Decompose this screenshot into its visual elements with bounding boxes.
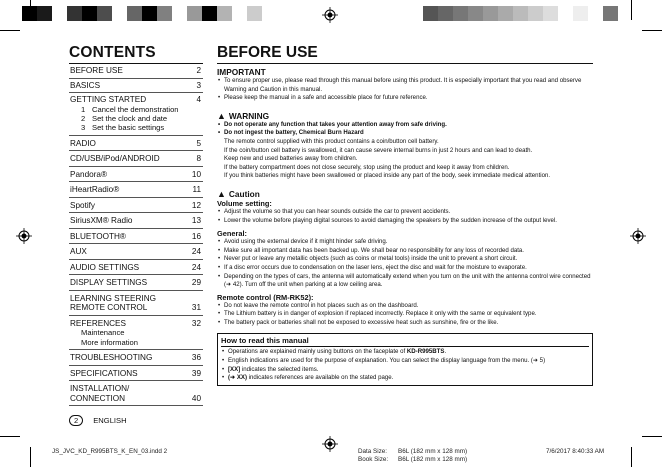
registration-mark-icon [322, 7, 338, 23]
toc-label: TROUBLESHOOTING [70, 353, 153, 363]
remote-control-title: Remote control (RM-RK52): [217, 292, 314, 302]
toc-item-references[interactable] [69, 316, 203, 350]
toc-subitem[interactable] [70, 123, 202, 132]
color-bar-left [22, 6, 262, 21]
toc-label: INSTALLATION/ CONNECTION [70, 384, 130, 403]
file-name: JS_JVC_KD_R995BTS_K_EN_03.indd 2 [52, 448, 168, 455]
bullet: • Do not leave the remote control in hot places such as on the dashboard. [218, 301, 419, 309]
toc-sub-label: Set the basic settings [92, 123, 165, 133]
registration-mark-icon [630, 228, 646, 244]
trim-mark [0, 436, 20, 437]
bullet: • Avoid using the external device if it might hinder safe driving. [218, 238, 388, 246]
before-use-column [217, 44, 593, 386]
toc-label: Pandora® [70, 169, 107, 179]
toc-page: 29 [191, 278, 201, 288]
trim-mark [642, 30, 662, 31]
toc-page: 5 [196, 138, 201, 148]
toc-page: 39 [191, 368, 201, 378]
toc-label: BASICS [70, 80, 101, 90]
toc-sub-label: Set the clock and date [92, 113, 168, 123]
warning-text: If the battery compartment does not close securely, stop using the product and keep it away from children. [224, 163, 510, 171]
registration-mark-icon [16, 228, 32, 244]
toc-subitem[interactable] [70, 105, 202, 114]
toc-item-display-settings[interactable] [69, 275, 203, 291]
toc-sub-number: 1 [81, 104, 86, 114]
toc-page: 8 [196, 154, 201, 164]
volume-setting-title: Volume setting: [217, 198, 272, 208]
toc-page: 16 [191, 231, 201, 241]
toc-item-aux[interactable] [69, 244, 203, 260]
toc-item-spotify[interactable] [69, 198, 203, 214]
toc-subitem[interactable] [70, 114, 202, 123]
toc-label: REFERENCES [70, 318, 126, 328]
before-use-title: BEFORE USE [217, 44, 318, 61]
toc-label: DISPLAY SETTINGS [70, 278, 148, 288]
bullet: • Never put or leave any metallic objects (such as coins or metal tools) inside the unit to prevent a short circuit. [218, 255, 518, 263]
bullet: • Depending on the types of cars, the antenna will automatically extend when you turn on the unit with the antenna control wire connected (➜ 42). Turn off the unit when parking at a low ceiling area. [218, 272, 591, 289]
toc-label: RADIO [70, 138, 96, 148]
toc-label: SPECIFICATIONS [70, 368, 138, 378]
bullet: • (➜ XX) indicates references are available on the stated page. [222, 374, 394, 382]
page-footer [69, 415, 127, 426]
toc-sub-label: More information [81, 337, 138, 347]
date-time: 7/6/2017 8:40:33 AM [546, 448, 605, 455]
warning-text: If you think batteries might have been swallowed or placed inside any part of the body, seek immediate medical attention. [224, 172, 551, 180]
bullet: • Do not ingest the battery, Chemical Burn Hazard [218, 129, 364, 137]
page-number: 2 [69, 415, 83, 426]
data-size-value: B6L (182 mm x 128 mm) [398, 448, 468, 455]
warning-text: Keep new and used batteries away from children. [224, 155, 358, 163]
warning-text: The remote control supplied with this product contains a coin/button cell battery. [224, 137, 439, 145]
trim-mark [0, 30, 20, 31]
toc-sub-number: 3 [81, 123, 86, 133]
bullet: • Do not operate any function that takes your attention away from safe driving. [218, 120, 447, 128]
toc-page: 10 [191, 169, 201, 179]
toc-label: BLUETOOTH® [70, 231, 126, 241]
toc-item-installation[interactable] [69, 381, 203, 406]
toc-item-specifications[interactable] [69, 366, 203, 382]
toc-item-radio[interactable] [69, 136, 203, 152]
toc-label: AUDIO SETTINGS [70, 262, 140, 272]
toc-page: 3 [196, 80, 201, 90]
important-heading: IMPORTANT [217, 67, 266, 77]
toc-item-troubleshooting[interactable] [69, 350, 203, 366]
toc-page: 40 [191, 393, 201, 403]
toc-page: 12 [191, 200, 201, 210]
caution-heading: ▲ Caution [217, 188, 260, 199]
toc-sub-number: 2 [81, 113, 86, 123]
toc-label: AUX [70, 247, 87, 257]
trim-mark [30, 447, 31, 467]
toc-item-iheartradio[interactable] [69, 182, 203, 198]
toc-page: 24 [191, 262, 201, 272]
warning-triangle-icon: ▲ [217, 110, 226, 121]
how-to-read-box [217, 333, 593, 385]
toc-item-audio-settings[interactable] [69, 260, 203, 276]
bullet: • English indications are used for the purpose of explanation. You can select the display language from the menu. (➜ 5) [222, 357, 546, 365]
toc-page: 36 [191, 353, 201, 363]
bullet: • Operations are explained mainly using buttons on the faceplate of KD-R995BTS. [222, 348, 447, 356]
trim-mark [642, 436, 662, 437]
toc-page: 11 [192, 185, 201, 195]
color-bar-right [423, 6, 618, 21]
toc-page: 31 [191, 303, 201, 313]
general-title: General: [217, 229, 247, 239]
toc-page: 32 [191, 318, 201, 328]
book-size-value: B6L (182 mm x 128 mm) [398, 456, 468, 463]
toc-label: GETTING STARTED [70, 95, 147, 104]
trim-mark [631, 0, 632, 20]
toc-page: 2 [196, 66, 201, 75]
toc-sub-label: Maintenance [81, 328, 125, 338]
toc-label: iHeartRadio® [70, 185, 120, 195]
bullet: • To ensure proper use, please read through this manual before using this product. It is especially important that you read and observe Warning and Caution in this manual. [218, 77, 582, 93]
toc-item-learning-steering[interactable] [69, 291, 203, 316]
bullet: • If a disc error occurs due to condensation on the laser lens, eject the disc and wait for the moisture to evaporate. [218, 263, 527, 271]
toc-item-bluetooth[interactable] [69, 229, 203, 245]
bullet: • Please keep the manual in a safe and accessible place for future reference. [218, 94, 428, 102]
toc-label: Spotify [70, 200, 96, 210]
toc-item-siriusxm[interactable] [69, 213, 203, 229]
bullet: • Make sure all important data has been backed up. We shall bear no responsibility for any loss of recorded data. [218, 246, 525, 254]
how-to-read-heading: How to read this manual [221, 336, 589, 347]
toc-item-cd-usb[interactable] [69, 151, 203, 167]
bullet: • The battery pack or batteries shall not be exposed to excessive heat such as sunshine, fire or the like. [218, 318, 499, 326]
warning-text: If the coin/button cell battery is swallowed, it can cause severe internal burns in just 2 hours and can lead to death. [224, 146, 533, 154]
bullet: • Lower the volume before playing digital sources to avoid damaging the speakers by the sudden increase of the output level. [218, 216, 557, 224]
toc-page: 24 [191, 247, 201, 257]
toc-page: 4 [196, 95, 201, 104]
warning-triangle-icon: ▲ [217, 188, 226, 199]
language-label: ENGLISH [93, 416, 127, 425]
bullet: • [XX] indicates the selected items. [222, 365, 319, 373]
toc-page: 13 [191, 216, 201, 226]
toc-item-before-use[interactable] [69, 64, 203, 79]
toc-label: BEFORE USE [70, 66, 123, 75]
toc-label: LEARNING STEERING REMOTE CONTROL [70, 293, 156, 313]
bullet: • The Lithium battery is in danger of explosion if replaced incorrectly. Replace it only with the same or equivalent type. [218, 310, 537, 318]
toc-subitem[interactable] [70, 338, 202, 347]
contents-column [69, 44, 203, 406]
toc-sub-label: Cancel the demonstration [92, 104, 179, 114]
contents-title: CONTENTS [69, 44, 156, 61]
book-size-label: Book Size: [358, 456, 389, 463]
toc-item-basics[interactable] [69, 79, 203, 94]
divider [217, 63, 593, 64]
toc-label: SiriusXM® Radio [70, 216, 133, 226]
toc-item-pandora[interactable] [69, 167, 203, 183]
trim-mark [30, 0, 31, 20]
toc-subitem[interactable] [70, 328, 202, 337]
registration-mark-icon [322, 436, 338, 452]
toc-item-getting-started[interactable] [69, 93, 203, 136]
trim-mark [631, 447, 632, 467]
bullet: • Adjust the volume so that you can hear sounds outside the car to prevent accidents. [218, 207, 451, 215]
data-size-label: Data Size: [358, 448, 388, 455]
toc-label: CD/USB/iPod/ANDROID [70, 154, 160, 164]
warning-heading: ▲ WARNING [217, 110, 270, 121]
